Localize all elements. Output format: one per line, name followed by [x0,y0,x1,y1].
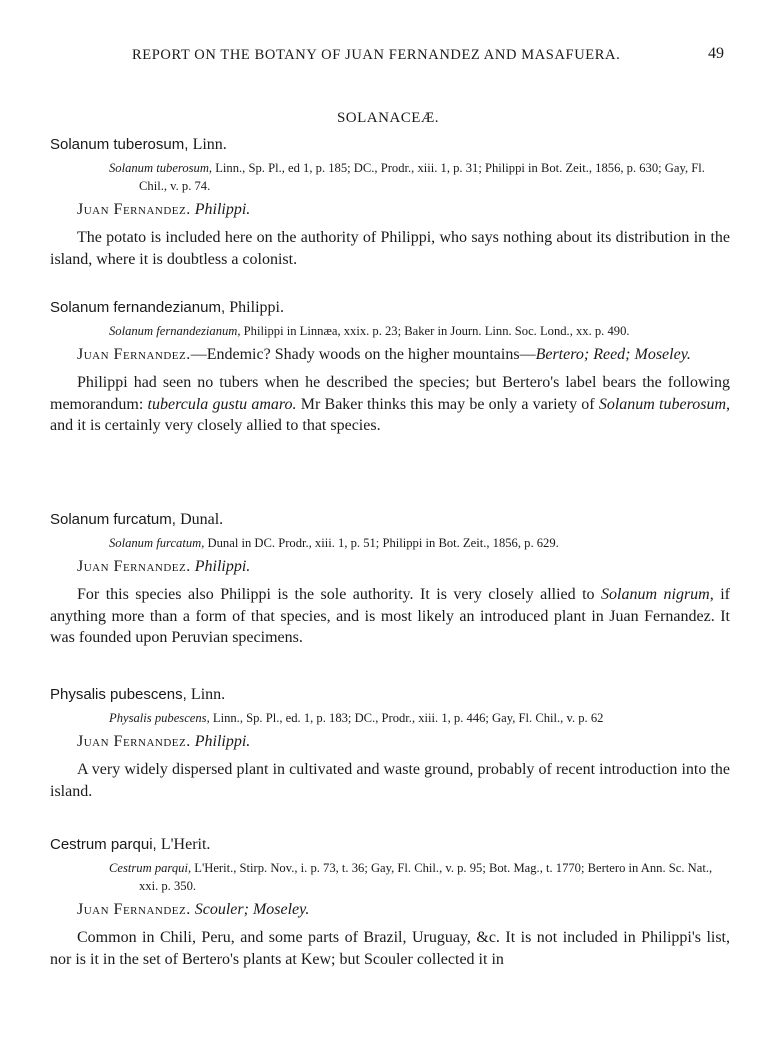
text-run: Linn., Sp. Pl., ed 1, p. 185; DC., Prodr., xiii. 1, p. 31; Philippi in Bot. Zeit., 1856, p. 630; Gay, Fl. Chil., v. p. 74. [139,161,705,193]
text-run: Common in Chili, Peru, and some parts of Brazil, Uruguay, &c. It is not included in Philippi's list, nor is it in the set of Bertero's plants at Kew; but Scouler collected it in [50,929,730,968]
page-number: 49 [708,45,724,62]
italic-text: Solanum tuberosum, [109,161,213,175]
text-run: —Endemic? Shady woods on the higher mountains— [190,346,536,363]
species-author: Linn. [190,686,226,703]
italic-text: Philippi. [194,733,251,750]
text-run: and it is certainly very closely allied to that species. [50,417,381,434]
italic-text: Philippi. [194,201,251,218]
references [109,534,730,552]
locality-label: Juan Fernandez. [77,201,191,218]
text-run: A very widely dispersed plant in cultivated and waste ground, probably of recent introduction into the island. [50,761,730,800]
species-entry [50,135,730,270]
italic-text: Philippi. [194,558,251,575]
locality-label: Juan Fernandez. [77,901,191,918]
species-heading [50,135,730,155]
locality-line [77,731,730,753]
italic-text: Solanum fernandezianum, [109,324,241,338]
text-run: Philippi in Linnæa, xxix. p. 23; Baker in Journ. Linn. Soc. Lond., xx. p. 490. [240,324,630,338]
text-run: Mr Baker thinks this may be only a variety of [296,395,599,413]
text-run: For this species also Philippi is the sole authority. It is very closely allied to [77,586,602,603]
species-entry [50,685,730,802]
text-run: Linn., Sp. Pl., ed. 1, p. 183; DC., Prodr., xiii. 1, p. 446; Gay, Fl. Chil., v. p. 62 [209,711,604,725]
species-heading [50,510,730,530]
italic-text: Scouler; Moseley. [194,901,310,918]
references [109,159,730,195]
species-author: Dunal. [180,511,224,528]
species-author: Philippi. [229,299,284,316]
locality-line [77,899,730,921]
italic-text: Bertero; Reed; Moseley. [535,346,691,363]
locality-line [77,344,730,366]
italic-text: tubercula gustu amaro. [147,395,297,413]
italic-text: Solanum furcatum, [109,536,205,550]
italic-text: Solanum tuberosum, [598,395,731,413]
species-entry [50,298,730,437]
species-entry [50,510,730,649]
text-run: Philippi had seen no tubers when he described the species; but Bertero's label bears the following memorandum: [50,374,730,413]
references [109,859,730,895]
italic-text: Physalis pubescens, [109,711,210,725]
italic-text: Solanum nigrum, [601,586,714,603]
species-name: Cestrum parqui, [50,836,157,853]
species-name: Solanum fernandezianum, [50,299,226,316]
text-run: Dunal in DC. Prodr., xiii. 1, p. 51; Philippi in Bot. Zeit., 1856, p. 629. [204,536,559,550]
locality-line [77,199,730,221]
locality-label: Juan Fernandez. [77,558,191,575]
description-paragraph [50,584,730,649]
references [109,709,730,727]
species-name: Solanum furcatum, [50,511,176,528]
species-entry [50,835,730,970]
description-paragraph [50,372,730,437]
species-author: L'Herit. [160,836,211,853]
description-paragraph [50,227,730,270]
species-author: Linn. [192,136,227,153]
species-name: Solanum tuberosum, [50,136,189,153]
species-heading [50,298,730,318]
running-head: REPORT ON THE BOTANY OF JUAN FERNANDEZ AND MASAFUERA. [132,47,621,63]
references [109,322,730,340]
text-run: L'Herit., Stirp. Nov., i. p. 73, t. 36; Gay, Fl. Chil., v. p. 95; Bot. Mag., t. 1770; Bertero in Ann. Sc. Nat., xxi. p. 350. [139,861,713,893]
locality-label: Juan Fernandez. [77,346,191,363]
description-paragraph [50,759,730,802]
section-title: SOLANACEÆ. [336,110,440,126]
text-run: The potato is included here on the authority of Philippi, who says nothing about its distribution in the island, where it is doubtless a colonist. [50,229,730,268]
species-heading [50,685,730,705]
species-heading [50,835,730,855]
locality-label: Juan Fernandez. [77,733,191,750]
description-paragraph [50,927,730,970]
species-name: Physalis pubescens, [50,686,187,703]
locality-line [77,556,730,578]
text-run: if anything more than a form of that species, and is most likely an introduced plant in Juan Fernandez. It was founded upon Peruvian specimens. [50,586,730,646]
page-header [0,45,776,67]
italic-text: Cestrum parqui, [109,861,192,875]
